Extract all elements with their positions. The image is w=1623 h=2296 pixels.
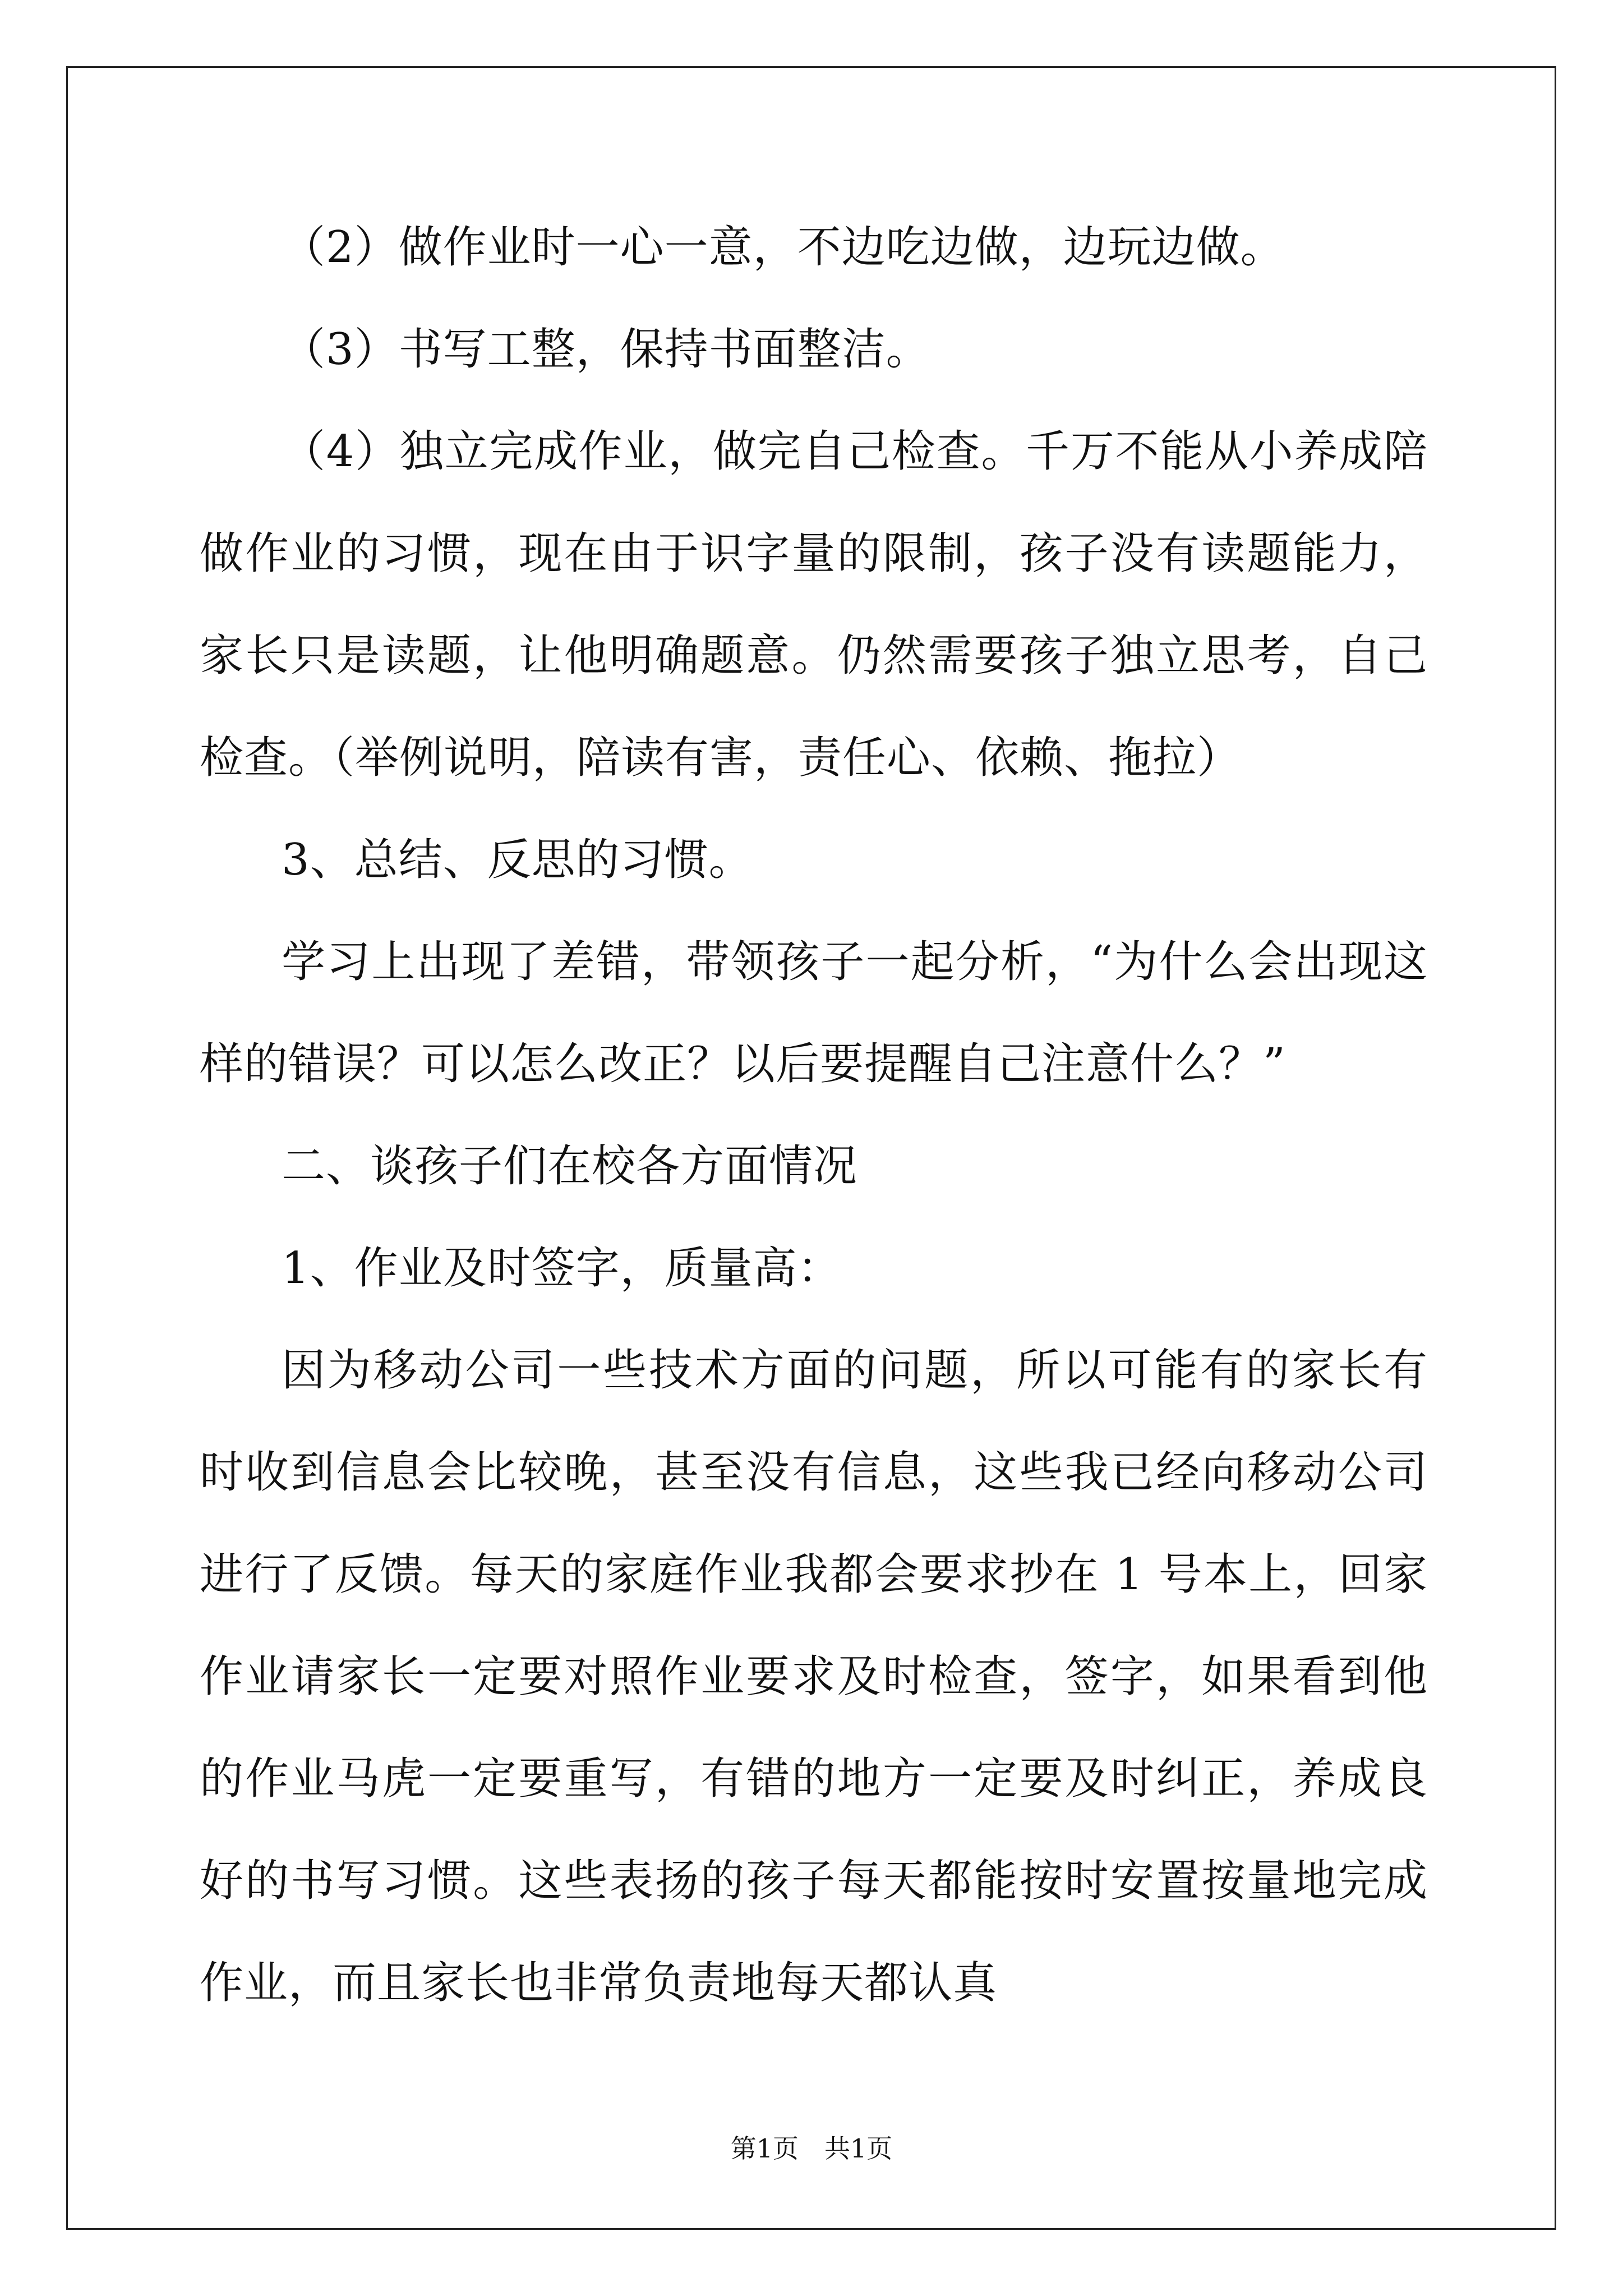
paragraph-7: 1、作业及时签字，质量高：	[282, 1243, 842, 1294]
paragraph-2: （3）书写工整，保持书面整洁。	[282, 324, 930, 375]
document-body	[200, 196, 1428, 2034]
paragraph-4: 3、总结、反思的习惯。	[282, 835, 753, 885]
paragraph-8: 因为移动公司一些技术方面的问题，所以可能有的家长有时收到信息会比较晚，甚至没有信息，这些我已经向移动公司进行了反馈。每天的家庭作业我都会要求抄在 1 号本上，回家作业请家长一定要对照作业要求及时检查，签字，如果看到他的作业马虎一定要重写，有错的地方一定要及时纠正，养成良好的书写习惯。这些表扬的孩子每天都能按时安置按量地完成作业，而且家长也非常负责地每天都认真	[200, 1345, 1428, 2008]
paragraph-1: （2）做作业时一心一意，不边吃边做，边玩边做。	[282, 222, 1285, 273]
paragraph-6: 二、谈孩子们在校各方面情况	[282, 1141, 858, 1191]
paragraph-3: （4）独立完成作业，做完自己检查。千万不能从小养成陪做作业的习惯，现在由于识字量的限制，孩子没有读题能力，家长只是读题，让他明确题意。仍然需要孩子独立思考，自己检查。（举例说明，陪读有害，责任心、依赖、拖拉）	[200, 426, 1428, 783]
paragraph-5: 学习上出现了差错，带领孩子一起分析，“为什么会出现这样的错误？可以怎么改正？以后要提醒自己注意什么？”	[200, 937, 1428, 1089]
page-footer: 第1页 共1页	[730, 2133, 893, 2164]
